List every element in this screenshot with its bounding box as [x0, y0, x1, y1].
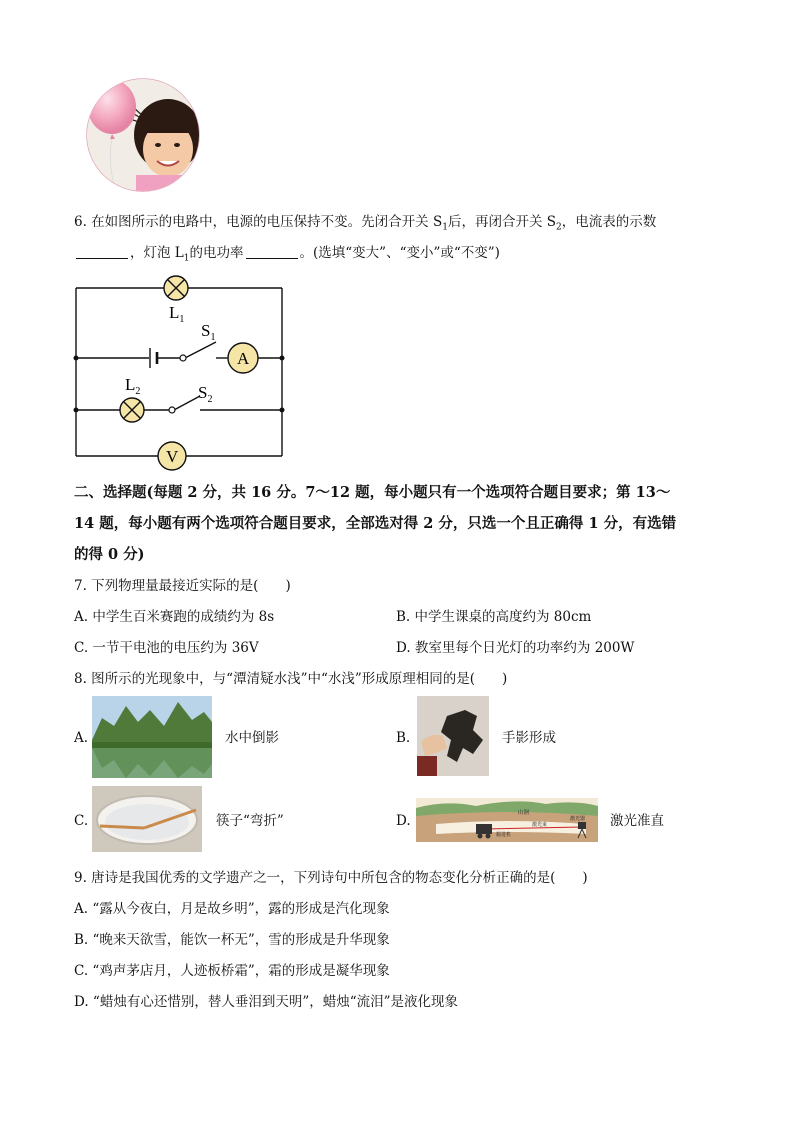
- q9-stem: 9. 唐诗是我国优秀的文学遗产之一，下列诗句中所包含的物态变化分析正确的是( ): [74, 870, 588, 886]
- label-l1: $L_1$: [169, 303, 185, 325]
- svg-text:A: A: [237, 349, 250, 368]
- q9-option-c[interactable]: C. “鸡声茅店月，人迹板桥霜”，霜的形成是凝华现象: [74, 963, 390, 979]
- q8-option-c-text[interactable]: 筷子“弯折”: [216, 813, 284, 829]
- label-s1: $S_1$: [201, 321, 216, 343]
- chopsticks-bowl-photo: [92, 786, 202, 852]
- balloon-girl-photo: [84, 77, 202, 193]
- q9-option-b[interactable]: B. “晚来天欲雪，能饮一杯无”，雪的形成是升华现象: [74, 932, 390, 948]
- tunnel-label-cave: 山洞: [518, 810, 530, 816]
- tunnel-label-beam: 激光束: [532, 822, 548, 828]
- q8-option-a-text[interactable]: 水中倒影: [225, 730, 279, 746]
- section2-line1: 二、选择题(每题 2 分，共 16 分。7～12 题，每小题只有一个选项符合题目要求；第 13～: [74, 484, 671, 501]
- q6-line1: 6. 在如图所示的电路中，电源的电压保持不变。先闭合开关 $S_1$后，再闭合开关 $S_2$，电流表的示数: [74, 214, 657, 233]
- q8-option-b-text[interactable]: 手影形成: [502, 730, 556, 746]
- q6-line2: ，灯泡 $L_1$的电功率 。(选填“变大”、“变小”或“不变”): [74, 243, 500, 269]
- q7-option-c[interactable]: C. 一节干电池的电压约为 36V: [74, 640, 259, 656]
- switch-s1-pivot: [180, 355, 186, 361]
- q9-option-d[interactable]: D. “蜡烛有心还惜别，替人垂泪到天明”，蜡烛“流泪”是液化现象: [74, 994, 459, 1010]
- q8-option-a-letter[interactable]: A.: [74, 730, 89, 746]
- circuit-diagram: [70, 272, 290, 472]
- hand-shadow-photo: [417, 696, 489, 776]
- tunnel-label-machine: 掘进机: [496, 832, 512, 838]
- lamp-l1-icon: [164, 276, 188, 300]
- section2-line2: 14 题，每小题有两个选项符合题目要求，全部选对得 2 分，只选一个且正确得 1 分，有选错: [74, 515, 677, 532]
- ammeter-icon: [228, 343, 258, 373]
- laser-tunnel-diagram: [416, 798, 598, 842]
- q8-option-d-letter[interactable]: D.: [396, 813, 411, 829]
- switch-s2-pivot: [169, 407, 175, 413]
- q8-option-d-text[interactable]: 激光准直: [610, 813, 664, 829]
- tunnel-label-laser: 激光器: [570, 816, 586, 822]
- q9-option-a[interactable]: A. “露从今夜白，月是故乡明”，露的形成是汽化现象: [74, 901, 390, 917]
- lamp-l2-icon: [120, 398, 144, 422]
- section2-line3: 的得 0 分): [74, 546, 145, 563]
- q7-option-d[interactable]: D. 教室里每个日光灯的功率约为 200W: [396, 640, 635, 656]
- answer-blank-1[interactable]: [76, 244, 128, 259]
- label-s2: $S_2$: [198, 383, 213, 405]
- q7-option-b[interactable]: B. 中学生课桌的高度约为 80cm: [396, 609, 592, 625]
- q7-option-a[interactable]: A. 中学生百米赛跑的成绩约为 8s: [74, 609, 275, 625]
- label-l2: $L_2$: [125, 375, 141, 397]
- q8-stem: 8. 图所示的光现象中，与“潭清疑水浅”中“水浅”形成原理相同的是( ): [74, 671, 508, 687]
- voltmeter-icon: [158, 442, 186, 470]
- q7-stem: 7. 下列物理量最接近实际的是( ): [74, 578, 291, 594]
- q8-option-b-letter[interactable]: B.: [396, 730, 411, 746]
- svg-text:V: V: [166, 447, 179, 466]
- reflection-photo: [92, 696, 212, 778]
- q8-option-c-letter[interactable]: C.: [74, 813, 89, 829]
- answer-blank-2[interactable]: [246, 244, 298, 259]
